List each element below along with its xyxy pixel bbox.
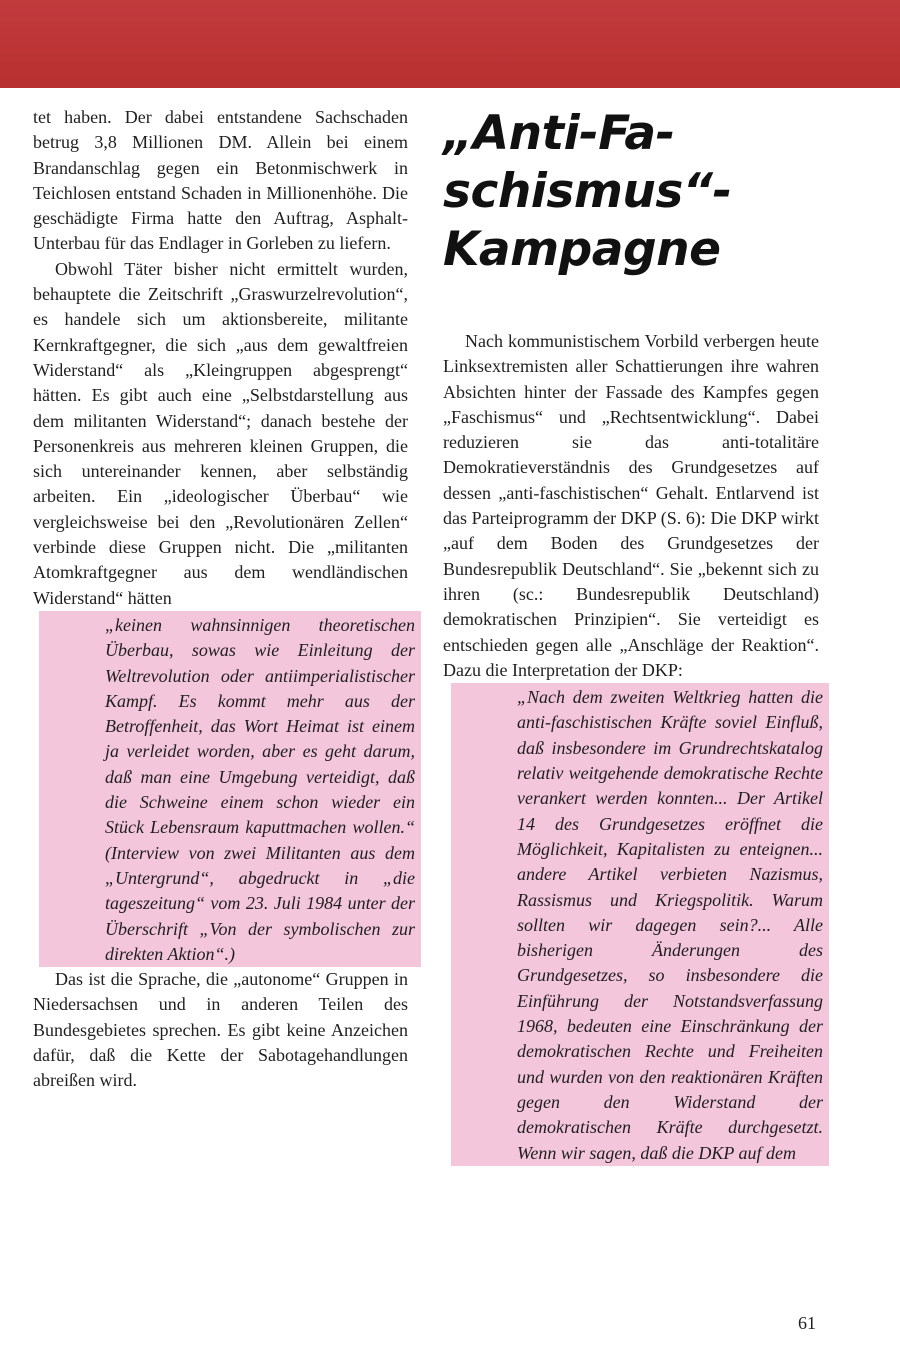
header-color-band [0,0,900,88]
right-column [443,105,823,1166]
left-paragraph-3: Das ist die Sprache, die „autonome“ Gruppen in Niedersachsen und in anderen Teilen des Bundesgebietes sprechen. Es gibt keine Anzeichen dafür, daß die Kette der Sabotagehandlungen abreißen wird. [33,969,408,1091]
right-quote-block: „Nach dem zweiten Weltkrieg hatten die anti-faschistischen Kräfte soviel Einfluß, daß insbesondere im Grundrechtskatalog relativ weitgehende demokratische Rechte verankert werden konnten... Der Artikel 14 des Grundgesetzes eröffnet die Möglichkeit, Kapitalisten zu enteignen... andere Artikel verbieten Nazismus, Rassismus und Kriegspolitik. Warum sollten wir dagegen sein?... Alle bisherigen Änderungen des Grundgesetzes, so insbesondere die Einführung der Notstandsverfassung 1968, bedeuten eine Einschränkung der demokratischen Rechte und Freiheiten und wurden von den reaktionären Kräften gegen den Widerstand der demokratischen Kräfte durchgesetzt. Wenn wir sagen, daß die DKP auf dem [451,683,829,1166]
left-paragraph-2: Obwohl Täter bisher nicht ermittelt wurden, behauptete die Zeitschrift „Graswurzelrevolution“, es handele sich um aktionsbereite, militante Kernkraftgegner, die sich „aus dem gewaltfreien Widerstand“ als „Kleingruppen abgesprengt“ hätten. Es gibt auch eine „Selbstdarstellung aus dem militanten Widerstand“; danach bestehe der Personenkreis aus mehreren kleinen Gruppen, die sich untereinander kennen, aber selbständig arbeiten. Ein „ideologischer Überbau“ wie vergleichsweise bei den „Revolutionären Zellen“ verbinde diese Gruppen nicht. Die „militanten Atomkraftgegner aus dem wendländischen Widerstand“ hätten [33,258,408,608]
left-paragraph-1: tet haben. Der dabei entstandene Sachschaden betrug 3,8 Millionen DM. Allein bei einem Brandanschlag gegen ein Betonmischwerk in Teichlosen entstand Schaden in Millionenhöhe. Die geschädigte Firma hatte den Auftrag, Asphalt-Unterbau für das Endlager in Gorleben zu liefern. [33,107,408,254]
left-column [33,105,415,1094]
section-headline: „Anti-Fa- schismus“- Kampagne [443,106,732,277]
page-number: 61 [798,1313,816,1333]
right-paragraph-1: Nach kommunistischem Vorbild verbergen heute Linksextremisten aller Schattierungen ihre wahren Absichten hinter der Fassade des Kampfes gegen „Faschismus“ und „Rechtsentwicklung“. Dabei reduzieren sie das anti-totalitäre Demokratieverständnis des Grundgesetzes auf dessen „anti-faschistischen“ Gehalt. Entlarvend ist das Parteiprogramm der DKP (S. 6): Die DKP wirkt „auf dem Boden des Grundgesetzes der Bundesrepublik Deutschland“. Sie „bekennt sich zu ihren (sc.: Bundesrepublik Deutschland) demokratischen Prinzipien“. Sie verteidigt es entschieden gegen alle „Anschläge der Reaktion“. Dazu die Interpretation der DKP: [443,331,819,680]
left-quote-block: „keinen wahnsinnigen theoretischen Überbau, sowas wie Einleitung der Weltrevolution oder antiimperialistischer Kampf. Es kommt mehr aus der Betroffenheit, das Wort Heimat ist einem ja verleidet worden, aber es geht darum, daß man eine Umgebung verteidigt, daß die Schweine einem schon wieder ein Stück Lebensraum kaputtmachen wollen.“ (Interview von zwei Militanten aus dem „Untergrund“, abgedruckt in „die tageszeitung“ vom 23. Juli 1984 unter der Überschrift „Von der symbolischen zur direkten Aktion“.) [39,611,421,967]
